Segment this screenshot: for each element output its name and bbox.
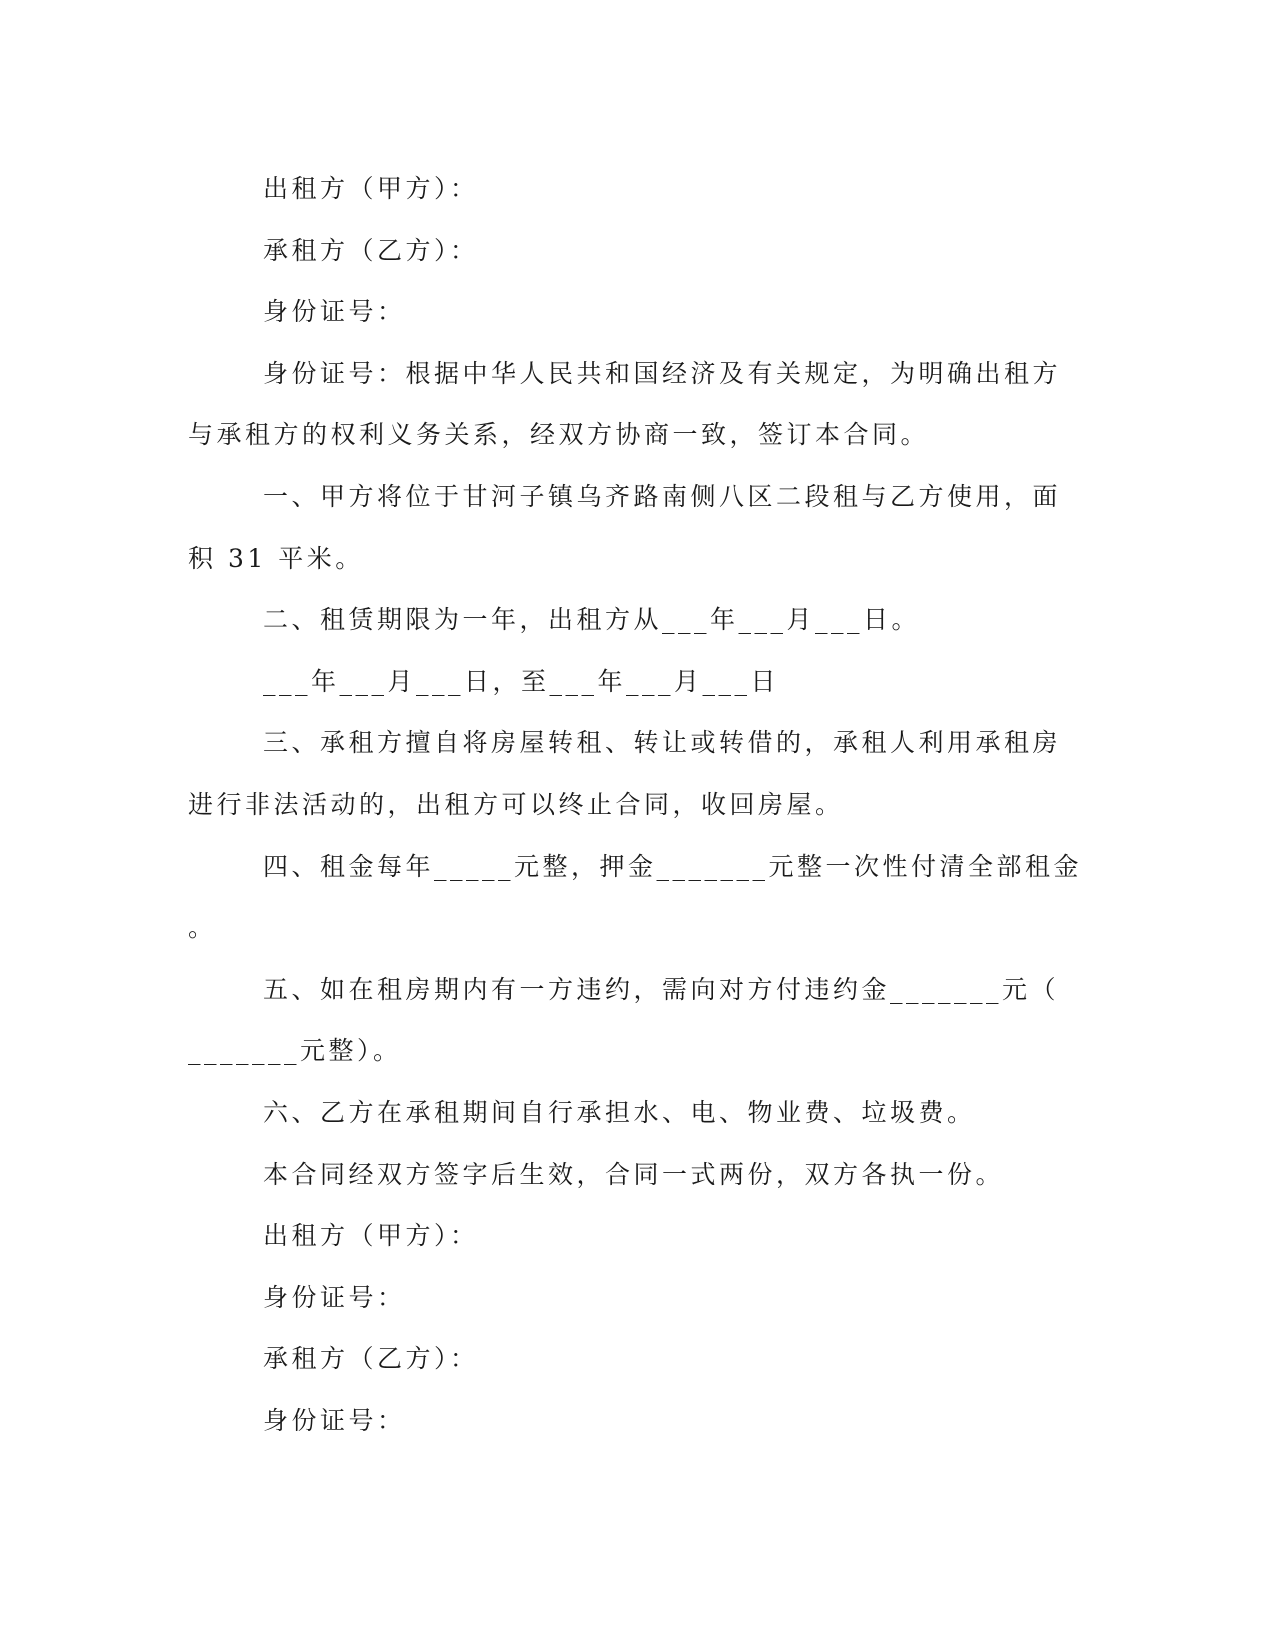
contract-body: [188, 158, 1083, 1451]
clause-1-line-1: 一、甲方将位于甘河子镇乌齐路南侧八区二段租与乙方使用，面: [263, 481, 1062, 511]
clause-1-line-2: 积 31 平米。: [188, 543, 364, 573]
clause-3-line-1: 三、承租方擅自将房屋转租、转让或转借的，承租人利用承租房: [263, 728, 1062, 758]
signature-lessor-id-line: 身份证号：: [263, 1282, 406, 1312]
clause-3-line-2: 进行非法活动的，出租方可以终止合同，收回房屋。: [188, 789, 844, 819]
clause-6-line: 六、乙方在承租期间自行承担水、电、物业费、垃圾费。: [263, 1097, 976, 1127]
clause-4-line-1: 四、租金每年_____元整，押金_______元整一次性付清全部租金: [263, 851, 1083, 881]
clause-5-line-1: 五、如在租房期内有一方违约，需向对方付违约金_______元（: [263, 974, 1060, 1004]
clause-2-line-1: 二、租赁期限为一年，出租方从___年___月___日。: [263, 605, 921, 635]
clause-2-line-2: ___年___月___日，至___年___月___日: [263, 666, 780, 696]
preamble-line-2: 与承租方的权利义务关系，经双方协商一致，签订本合同。: [188, 420, 930, 450]
effect-clause-line: 本合同经双方签字后生效，合同一式两份，双方各执一份。: [263, 1159, 1005, 1189]
preamble-line-1: 身份证号：根据中华人民共和国经济及有关规定，为明确出租方: [263, 358, 1062, 388]
signature-lessor-line: 出租方（甲方）：: [263, 1221, 479, 1251]
id-number-line: 身份证号：: [263, 297, 406, 327]
clause-4-line-2: 。: [188, 913, 217, 943]
signature-lessee-line: 承租方（乙方）：: [263, 1344, 479, 1374]
signature-lessee-id-line: 身份证号：: [263, 1405, 406, 1435]
lessee-party-b-line: 承租方（乙方）：: [263, 235, 479, 265]
lessor-party-a-line: 出租方（甲方）：: [263, 174, 479, 203]
clause-5-line-2: _______元整）。: [188, 1036, 402, 1066]
